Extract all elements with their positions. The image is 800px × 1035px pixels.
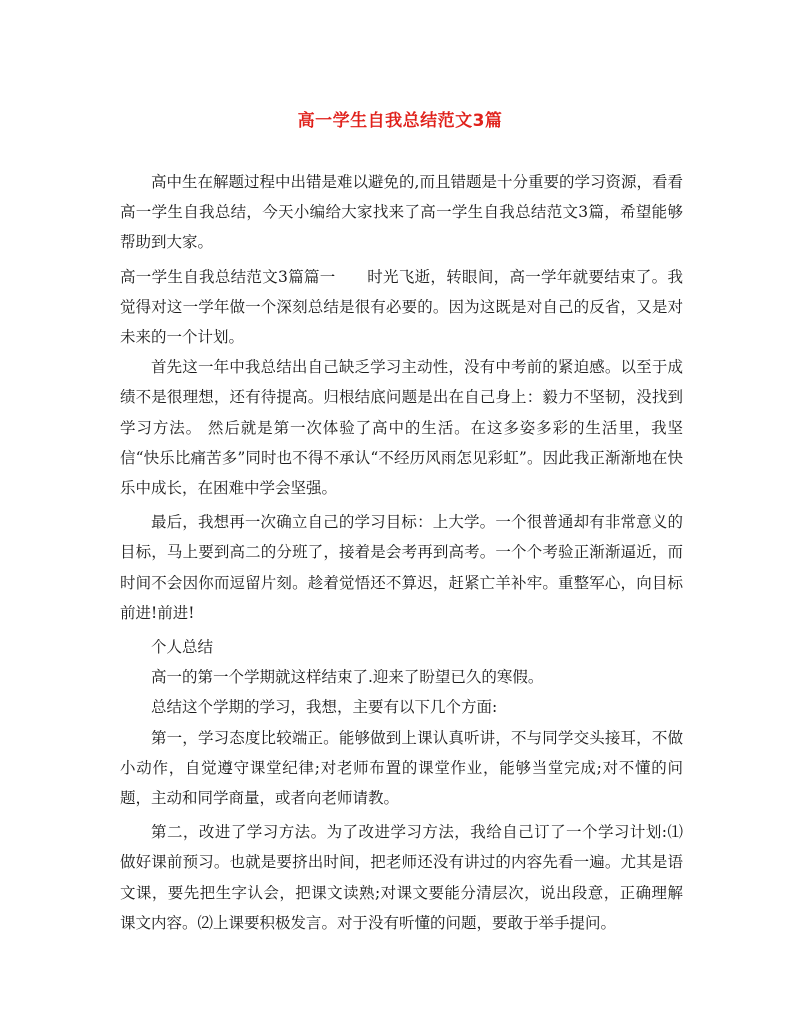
section-heading-personal-summary: 个人总结 (151, 638, 214, 657)
paragraph-semester-end: 高一的第一个学期就这样结束了.迎来了盼望已久的寒假。 (151, 668, 544, 687)
paragraph-summary-intro: 总结这个学期的学习，我想，主要有以下几个方面: (151, 698, 498, 717)
document-title: 高一学生自我总结范文3篇 (297, 111, 503, 131)
paragraph-first-essay: 高一学生自我总结范文3篇篇一 时光飞逝，转眼间，高一学年就要结束了。我觉得对这一学年做一个深刻总结是很有必要的。因为这既是对自己的反省，又是对未来的一个计划。 (120, 267, 683, 347)
paragraph-reflection: 首先这一年中我总结出自己缺乏学习主动性，没有中考前的紧迫感。以至于成绩不是很理想，还有待提高。归根结底问题是出在自己身上：毅力不坚韧，没找到学习方法。 然后就是第一次体验了高中的生活。在这多姿多彩的生活里，我坚信“快乐比痛苦多”同时也不得不承认“不经历风雨怎见彩虹”。因此我正渐渐地在快乐中成长，在困难中学会坚强。 (120, 358, 683, 498)
paragraph-point-one: 第一，学习态度比较端正。能够做到上课认真听讲，不与同学交头接耳，不做小动作，自觉遵守课堂纪律;对老师布置的课堂作业，能够当堂完成;对不懂的问题，主动和同学商量，或者向老师请教。 (120, 728, 683, 808)
paragraph-point-two: 第二，改进了学习方法。为了改进学习方法，我给自己订了一个学习计划:⑴做好课前预习。也就是要挤出时间，把老师还没有讲过的内容先看一遍。尤其是语文课，要先把生字认会，把课文读熟;对课文要能分清层次，说出段意，正确理解课文内容。⑵上课要积极发言。对于没有听懂的问题，要敢于举手提问。 (120, 823, 683, 932)
paragraph-goal: 最后，我想再一次确立自己的学习目标：上大学。一个很普通却有非常意义的目标，马上要到高二的分班了，接着是会考再到高考。一个个考验正渐渐逼近，而时间不会因你而逗留片刻。趁着觉悟还不算迟，赶紧亡羊补牢。重整军心，向目标前进!前进! (120, 513, 683, 622)
paragraph-intro: 高中生在解题过程中出错是难以避免的,而且错题是十分重要的学习资源，看看高一学生自我总结，今天小编给大家找来了高一学生自我总结范文3篇，希望能够帮助到大家。 (120, 173, 683, 252)
document-body (120, 167, 683, 938)
